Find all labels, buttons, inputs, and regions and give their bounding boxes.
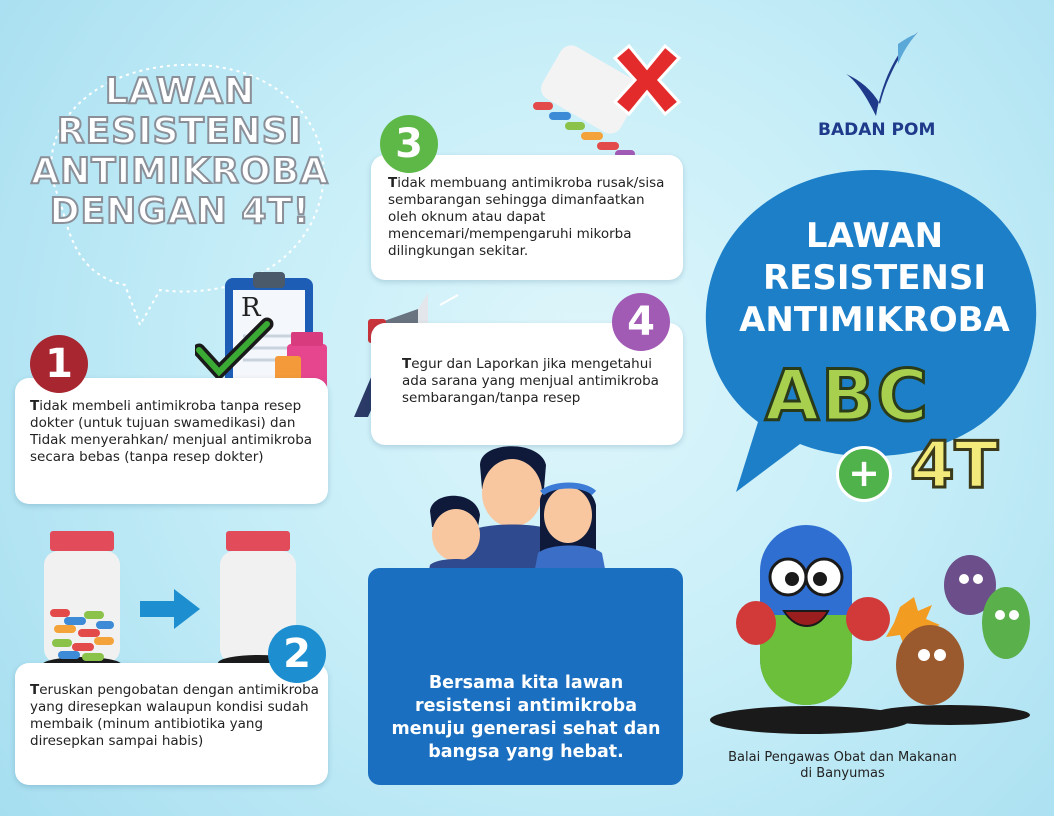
footer-line-1: Balai Pengawas Obat dan Makanan [728, 750, 957, 765]
step-1-body: idak membeli antimikroba tanpa resep dokter (untuk tujuan swamedikasi) dan Tidak menyerahkan/ menjual antimikroba secara bebas (tanpa resep dokter) [30, 398, 313, 465]
step-1-number: 1 [30, 335, 88, 393]
step-4-number: 4 [612, 293, 670, 351]
main-title [30, 72, 330, 232]
main-title-line-4: DENGAN 4T! [49, 191, 311, 232]
step-2-text [30, 682, 320, 750]
step-1-text [30, 398, 315, 466]
bubble-title [712, 215, 1037, 341]
svg-text:R: R [241, 293, 261, 323]
step-3-lead: T [388, 175, 398, 191]
step-2-body: eruskan pengobatan dengan antimikroba yang diresepkan walaupun kondisi sudah membaik (minum antibiotika yang diresepkan sampai habis) [30, 682, 319, 749]
step-3-text [388, 175, 673, 260]
main-title-line-1: LAWAN [104, 71, 256, 112]
step-4-text [402, 356, 672, 407]
logo-text: BADAN POM [818, 120, 936, 140]
bubble-title-line-3: ANTIMIKROBA [739, 300, 1010, 340]
step-4-body: egur dan Laporkan jika mengetahui ada sarana yang menjual antimikroba sembarangan/tanpa resep [402, 356, 659, 406]
step-3-number: 3 [380, 115, 438, 173]
family-message-text: Bersama kita lawan resistensi antimikroba menuju generasi sehat dan bangsa yang hebat. [391, 673, 661, 762]
abc-label: ABC [765, 355, 930, 437]
footer-text [720, 750, 965, 782]
main-title-line-3: ANTIMIKROBA [31, 151, 329, 192]
footer-line-2: di Banyumas [800, 766, 885, 781]
step-2-lead: T [30, 682, 40, 698]
four-t-label: 4T [910, 429, 999, 503]
main-title-line-2: RESISTENSI [56, 111, 304, 152]
badan-pom-check-logo-icon [842, 30, 922, 120]
bubble-title-line-2: RESISTENSI [762, 258, 987, 298]
capsule-mascot-germs-illustration [700, 515, 1045, 740]
bubble-title-line-1: LAWAN [805, 216, 944, 256]
step-3-body: idak membuang antimikroba rusak/sisa sembarangan sehingga dimanfaatkan oleh oknum atau dapat mencemari/mempengaruhi mikorba dilingkungan sekitar. [388, 175, 665, 259]
plus-badge: + [836, 446, 892, 502]
step-1-lead: T [30, 398, 40, 414]
step-2-number: 2 [268, 625, 326, 683]
step-4-lead: T [402, 356, 412, 372]
